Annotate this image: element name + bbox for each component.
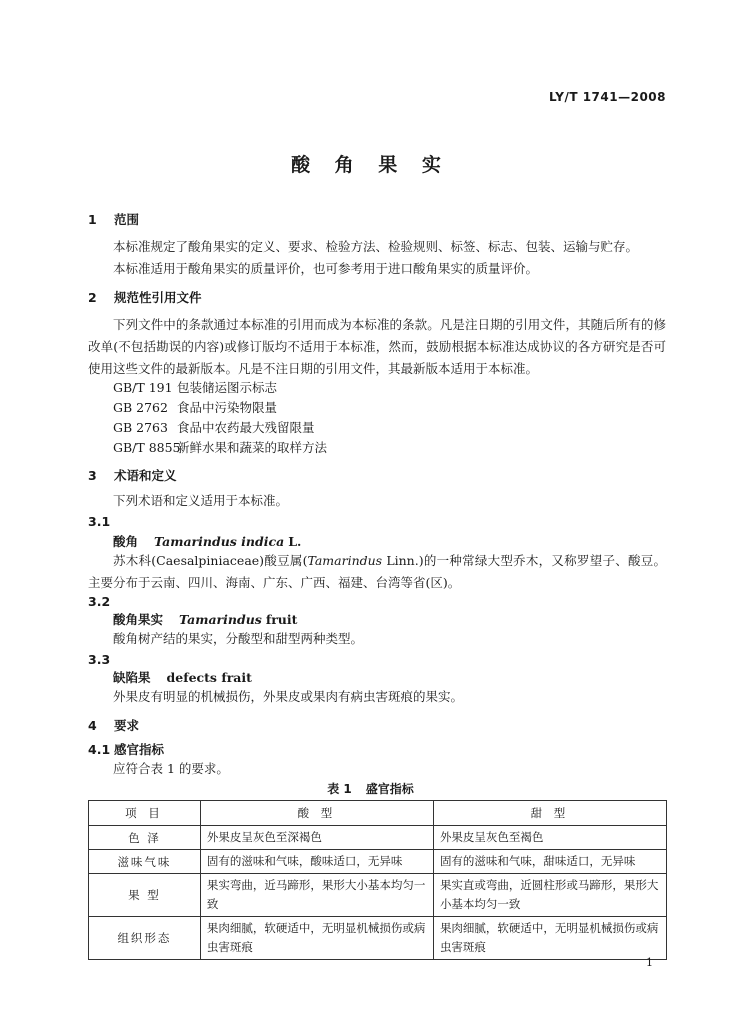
section-2-para-1: 下列文件中的条款通过本标准的引用而成为本标准的条款。凡是注日期的引用文件，其随后所有的修改单(不包括勘误的内容)或修订版均不适用于本标准，然而，鼓励根据本标准达成协议的各方研究是否可使用这些文件的最新版本。凡是不注日期的引用文件，其最新版本适用于本标准。 [88,317,666,376]
term-3-2-number: 3.2 [88,594,111,609]
table-row [89,917,667,960]
section-3-heading [88,468,177,484]
term-3-3-en: defects frait [166,670,252,685]
term-3-1-def-b: Linn.)的一种常绿大型乔木，又称罗望子、酸豆。主要分布于云南、四川、海南、广东、广西、福建、台湾等省(区)。 [88,553,666,590]
reference-name: 新鲜水果和蔬菜的取样方法 [177,440,328,455]
term-3-3-zh: 缺陷果 [113,670,151,685]
term-3-1-definition [88,550,666,594]
table-1-caption-number: 表 1 [327,782,352,796]
row-sweet: 果实直或弯曲，近圆柱形或马蹄形，果形大小基本均匀一致 [433,874,666,917]
table-row [89,850,667,874]
section-4-title: 要求 [114,718,140,733]
section-4-1-para: 应符合表 1 的要求。 [113,761,229,776]
table-1-caption-title: 盛官指标 [365,782,414,796]
reference-item [113,438,327,456]
row-item: 色 泽 [89,826,201,850]
section-4-1-number: 4.1 [88,742,111,757]
term-3-1-def-a: 苏木科(Caesalpiniaceae)酸豆属( [113,553,308,568]
section-4-1-title: 感官指标 [114,742,165,757]
standard-code: LY/T 1741—2008 [548,90,666,104]
row-sour: 果实弯曲，近马蹄形，果形大小基本均匀一致 [200,874,433,917]
row-item: 组织形态 [89,917,201,960]
header-sweet: 甜 型 [433,801,666,826]
term-3-1-def-latin: Tamarindus [307,553,383,568]
term-3-3-definition: 外果皮有明显的机械损伤，外果皮或果肉有病虫害斑痕的果实。 [113,689,464,704]
row-sour: 外果皮呈灰色至深褐色 [200,826,433,850]
section-2-number: 2 [88,290,97,305]
section-1-title: 范围 [114,212,140,227]
row-sweet: 外果皮呈灰色至褐色 [433,826,666,850]
page-number: 1 [646,956,653,969]
section-1-number: 1 [88,212,97,227]
reference-item [113,378,277,396]
section-3-para-1: 下列术语和定义适用于本标准。 [113,493,289,508]
term-3-2-zh: 酸角果实 [113,612,164,627]
document-title: 酸 角 果 实 [291,154,450,176]
section-1-para-2: 本标准适用于酸角果实的质量评价，也可参考用于进口酸角果实的质量评价。 [113,261,539,276]
section-3-title: 术语和定义 [114,468,177,483]
reference-code: GB 2762 [113,400,168,415]
section-4-number: 4 [88,718,97,733]
row-sour: 固有的滋味和气味，酸味适口，无异味 [200,850,433,874]
row-item: 果 型 [89,874,201,917]
header-sour: 酸 型 [200,801,433,826]
section-1-para-1: 本标准规定了酸角果实的定义、要求、检验方法、检验规则、标签、标志、包装、运输与贮存。 [113,239,639,254]
section-2-title: 规范性引用文件 [114,290,202,305]
reference-name: 食品中农药最大残留限量 [177,420,315,435]
table-row [89,826,667,850]
reference-item [113,418,315,436]
term-3-2-title [113,612,297,628]
row-item: 滋味气味 [89,850,201,874]
term-3-1-title [113,534,301,550]
section-4-1-heading [88,742,164,758]
table-1-caption [0,780,741,797]
reference-name: 包装储运图示标志 [177,380,278,395]
row-sweet: 固有的滋味和气味，甜味适口，无异味 [433,850,666,874]
row-sour: 果肉细腻，软硬适中，无明显机械损伤或病虫害斑痕 [200,917,433,960]
sensory-index-table [88,800,667,960]
section-2-heading [88,290,202,306]
reference-name: 食品中污染物限量 [177,400,278,415]
row-sweet: 果肉细腻，软硬适中，无明显机械损伤或病虫害斑痕 [433,917,666,960]
section-4-heading [88,718,139,734]
term-3-1-number: 3.1 [88,514,111,529]
term-3-2-definition: 酸角树产结的果实，分酸型和甜型两种类型。 [113,631,364,646]
reference-code: GB 2763 [113,420,168,435]
reference-item [113,398,277,416]
table-row [89,874,667,917]
section-1-heading [88,212,139,228]
reference-code: GB/T 8855 [113,440,181,455]
term-3-1-zh: 酸角 [113,534,139,549]
term-3-1-latin: Tamarindus indica [154,534,285,549]
table-header-row [89,801,667,826]
term-3-2-latin: Tamarindus [179,612,262,627]
term-3-3-title [113,670,252,686]
header-item: 项 目 [89,801,201,826]
term-3-1-en-rest: L. [288,534,302,549]
reference-code: GB/T 191 [113,380,173,395]
term-3-3-number: 3.3 [88,652,111,667]
section-3-number: 3 [88,468,97,483]
term-3-2-en-rest: fruit [265,612,298,627]
